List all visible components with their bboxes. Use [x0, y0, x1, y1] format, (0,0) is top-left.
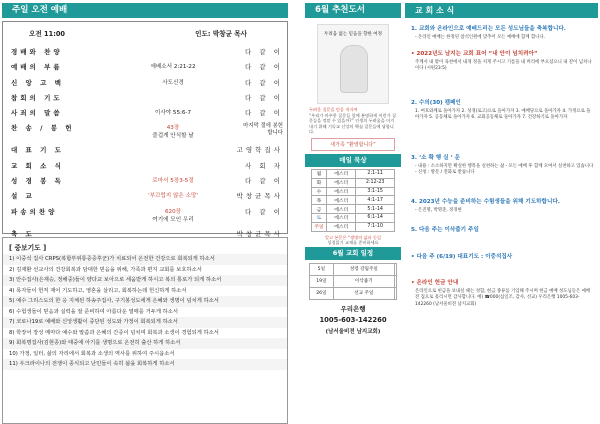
intercession-item: 5) 예수 그리스도의 한 응 지체된 하송주집사, 구기봉성도에게 은혜와 생명이 넘치게 하소서	[3, 296, 287, 307]
bank-holder: (남서울비전 남지교회)	[325, 328, 381, 335]
schedule-date: 5일	[310, 263, 334, 275]
schedule-date: 26일	[310, 287, 334, 299]
worship-row	[3, 44, 287, 59]
intercession-item: 11) 우크라이나의 전쟁이 종식되고 난민들이 속히 삶을 회복하게 하소서	[3, 359, 287, 370]
intercession-item: 9) 회복명집사(김현종)와 태중에 아기를 생명으로 온전히 출산 하게 하소서	[3, 338, 287, 349]
bible-reading-row	[312, 187, 395, 196]
book-cover-image	[317, 24, 389, 104]
bank-info	[305, 304, 401, 335]
schedule-row	[310, 287, 397, 299]
book-cover-figure	[340, 45, 368, 93]
schedule-event: 선교 주일	[333, 287, 394, 299]
intercession-item: 8) 학장어 장성 메마다 예수와 말씀과 은혜의 간증이 넘치며 회복과 소생이 경험되게 하소서	[9, 329, 219, 336]
worship-row-person: 고영학집사	[236, 146, 283, 155]
bible-reading-row	[312, 222, 395, 231]
worship-row-detail	[123, 123, 223, 139]
book-header: 6월 추천도서	[305, 3, 401, 18]
worship-row-label: 교 회 소 식	[11, 161, 64, 170]
bible-note-highlight: 알고 본문은 “생명의 삶과 동일	[324, 234, 382, 240]
worship-row-person: 박창균목사	[236, 229, 283, 238]
news-item-body: 주께서 내 밖이 육천에서 내게 정을 저게 주시고 기름을 내 머리에 부으셨으니 내 잔이 넘치나이다 (시편23:5)	[415, 60, 592, 72]
worship-row-person: 다 같 이	[245, 93, 283, 102]
worship-row-detail: 사도신경	[162, 79, 184, 86]
worship-row-label: 성 경 봉 독	[11, 177, 64, 186]
bible-reading-chapter: 2:12-23	[356, 178, 395, 187]
worship-row-label: 경배와 찬양	[11, 48, 63, 56]
worship-meta	[3, 22, 287, 38]
bible-reading-day: 토	[312, 213, 327, 222]
worship-row-detail: 이사야 55:6-7	[154, 110, 192, 117]
worship-row-detail	[123, 207, 223, 223]
news-item-body: - 은진명, 박명준, 정경현	[415, 208, 462, 213]
bank-account: 1005-603-142260	[319, 315, 387, 324]
bible-reading-book: 에스더	[327, 187, 356, 196]
worship-row	[3, 142, 287, 157]
bible-note	[305, 234, 401, 247]
bible-reading-row	[312, 213, 395, 222]
news-header: 교 회 소 식	[405, 3, 598, 18]
worship-row-person: 박창균목사	[236, 192, 283, 201]
bible-reading-chapter: 5:1-14	[356, 205, 395, 214]
worship-row	[3, 204, 287, 226]
worship-order-section	[2, 3, 288, 422]
bible-reading-chapter: 3:1-15	[356, 187, 395, 196]
worship-rows	[3, 44, 287, 241]
schedule-note	[394, 263, 396, 275]
worship-row-person: 사 회 자	[245, 161, 283, 170]
worship-row	[3, 120, 287, 142]
worship-row-detail: 에베소서 2:21-22	[150, 64, 196, 71]
bible-reading-book: 에스더	[327, 222, 356, 231]
worship-row-person: 마지막 절에 봉헌합니다	[243, 123, 283, 136]
news-item-title: 4. 2023년 수능을 준비하는 수험생들을 위해 기도하합니다.	[411, 199, 560, 205]
bible-reading-chapter: 4:1-17	[356, 196, 395, 205]
book-desc-highlight: 두려운 질문을 믿음 적자여	[309, 107, 358, 112]
news-item-title: 5. 다음 주는 이삭줍기 주일	[411, 227, 479, 233]
book-cover-title: 두려움 없는 믿음을 향한 여정	[324, 32, 382, 37]
bible-reading-day: 수	[312, 187, 327, 196]
news-item-title: 1. 교회와 온라인으로 예배드리는 모든 성도님들을 축복합니다.	[411, 26, 566, 32]
worship-row-label: 설 교	[11, 192, 35, 201]
worship-row	[3, 59, 287, 74]
schedule-note	[394, 275, 396, 287]
worship-row-person: 다 같 이	[245, 109, 283, 118]
intercession-item: 7) 코로나19로 예배와 신앙생활이 중단된 성도와 가정이 회복되게 하소서	[3, 317, 287, 328]
worship-row-person: 다 같 이	[245, 48, 283, 56]
bible-reading-row	[312, 196, 395, 205]
worship-row-person: 다 같 이	[245, 177, 283, 186]
bible-reading-book: 에스더	[327, 169, 356, 178]
schedule-event: 성령 강림주일	[333, 263, 394, 275]
schedule-event: 이삭줍기	[333, 275, 394, 287]
bible-reading-book: 에스더	[327, 196, 356, 205]
intercession-title: [ 중보기도 ]	[9, 244, 47, 252]
worship-row-label: 신 앙 고 백	[11, 78, 64, 87]
news-item-title: • 다음 주 (6/19) 대표기도 : 이중석집사	[411, 254, 513, 260]
news-item-body: - 온라인 예배는 한정된 참석인원에 맞추어 모든 예배에 함께 합니다.	[415, 35, 546, 40]
intercession-item: 2) 김재환 선교사의 건강회복과 담대한 믿음을 위해, 가족과 편지 교회를 보호하소서	[9, 266, 202, 273]
worship-row-label: 사죄의 말씀	[11, 109, 63, 118]
schedule-row	[310, 275, 397, 287]
bible-reading-row	[312, 169, 395, 178]
bible-reading-day: 주일	[312, 222, 327, 231]
worship-row-label: 대 표 기 도	[11, 146, 64, 155]
worship-row-hymn-number: 620장	[164, 208, 182, 215]
worship-order-box	[2, 21, 288, 238]
bible-reading-row	[312, 178, 395, 187]
bible-reading-row	[312, 205, 395, 214]
schedule-date: 19일	[310, 275, 334, 287]
worship-row	[3, 90, 287, 105]
worship-header: 주일 오전 예배	[2, 3, 288, 18]
bible-reading-chapter: 2:1-11	[356, 169, 395, 178]
worship-row-hymn-title: 여기에 모인 우리	[152, 216, 194, 223]
worship-leader: 인도: 박창균 목사	[195, 30, 247, 38]
news-item-body: - 내용 : 소소하지만 확실한 행복을 실천하는 삶 - 모든 예배 후 함께 모여서 실천하고 있습니다 - 신청 : 방문 / 전화로 받습니다	[415, 164, 594, 176]
worship-row-label: 찬 송 / 봉 헌	[11, 124, 75, 133]
worship-row-label: 예배의 부름	[11, 63, 63, 72]
worship-row	[3, 188, 287, 203]
bible-reading-book: 에스더	[327, 213, 356, 222]
worship-row-detail: '부끄럽지 않은 소망'	[148, 193, 198, 200]
schedule-note	[394, 287, 396, 299]
news-item-title: • 2022년도 남지는 교회 표어 “내 안이 넘치려아”	[411, 51, 538, 57]
worship-row-label: 파송의찬양	[11, 207, 58, 216]
worship-row-label: 참회의 기도	[11, 93, 63, 102]
worship-row	[3, 105, 287, 120]
bible-reading-header: 매일 묵상	[305, 154, 401, 167]
worship-row-person: 다 같 이	[245, 207, 283, 216]
worship-time: 오전 11:00	[29, 30, 66, 38]
bible-note-text: 성경읽기 교재를 준비하세요	[327, 240, 379, 246]
intercession-item: 3) 안수집사(은재승, 정해중)들이 양다교 보아으로 세움받게 하시고 복의 통로가 되게 하소서	[3, 275, 287, 286]
church-news-section	[405, 3, 598, 422]
worship-row	[3, 173, 287, 188]
book-description	[305, 104, 401, 135]
intercession-item: 10) 가정, 일터, 삶의 자리에서 회복과 소생의 역사를 위하여 주시옵소서	[9, 350, 175, 357]
intercession-item: 1) 이중석 집사 CRPS(복합부위통증증후군)가 치료되어 온전한 건강으로 회복되게 하소서	[3, 254, 287, 265]
welcome-banner: 새가족 “환영합니다”	[311, 138, 395, 151]
worship-row-detail: 로마서 5장3-5절	[152, 178, 194, 185]
news-item-body: 1. 여호와께로 돌아가자 2. 성경(로고)으로 돌아가자 3. 예배당으로 돌아가자 4. 가정으로 돌아가자 5. 공동체로 돌아가자 6. 교회공동체로 돌아가자 7. 건강하기로 돌아가자	[415, 109, 591, 121]
worship-row-hymn-number: 43장	[166, 125, 180, 132]
worship-row-person: 다 같 이	[245, 78, 283, 87]
bible-reading-chapter: 6:1-14	[356, 213, 395, 222]
bible-reading-book: 에스더	[327, 205, 356, 214]
news-item-title: 2. 수의(30) 캠페인	[411, 100, 461, 106]
news-item-title: 3. ‘소 확 행 실 ‘ 운	[411, 155, 460, 161]
worship-row-label: 축 도	[11, 229, 35, 238]
worship-row	[3, 75, 287, 90]
intercession-item: 6) 수험생들이 믿음과 실력을 잘 준비하여 아름다운 열매를 거두게 하소서	[9, 308, 178, 315]
bible-reading-table	[311, 169, 395, 232]
worship-row-person: 다 같 이	[245, 63, 283, 72]
schedule-row	[310, 263, 397, 275]
bible-reading-chapter: 7:1-10	[356, 222, 395, 231]
news-item-body: 온라인으로 헌금을 보내실 때는 성함, 헌금 종류를 기입해 주시며 헌금 예배 성도님들은 예배 전 집으로 흘리시면 감사합니다. 예) ☎000(십일조, 감사, 선교) 우리은행 1005-603-142260 (남서울비전 남지교회)	[415, 289, 591, 307]
bible-reading-day: 월	[312, 169, 327, 178]
schedule-table	[309, 263, 397, 300]
bible-reading-day: 금	[312, 205, 327, 214]
bible-reading-book: 에스더	[327, 178, 356, 187]
worship-row-hymn-title: 즐겁게 안식할 날	[152, 133, 194, 140]
worship-row	[3, 158, 287, 173]
bible-reading-day: 화	[312, 178, 327, 187]
intercession-item: 4) 목자들이 헌직 재어 기도하고, 영혼을 살리고, 회복하는데 헌신하게 하소서	[9, 287, 187, 294]
intercession-box	[2, 237, 288, 424]
intercession-list	[3, 254, 287, 370]
book-desc-text: “우리가 마주한 질문들 앞에 분명하게 이런가 질문들을 정말 수 있을까?” 인생의 두려움을 이겨내기 위해 기독교 신앙의 핵심 질문들에 답합니다.	[309, 112, 397, 135]
news-item-title: • 온라인 헌금 안내	[411, 280, 459, 286]
middle-column	[305, 3, 401, 422]
schedule-header: 6월 교회 일정	[305, 247, 401, 260]
bible-reading-day: 목	[312, 196, 327, 205]
bank-name: 우리은행	[340, 304, 366, 313]
